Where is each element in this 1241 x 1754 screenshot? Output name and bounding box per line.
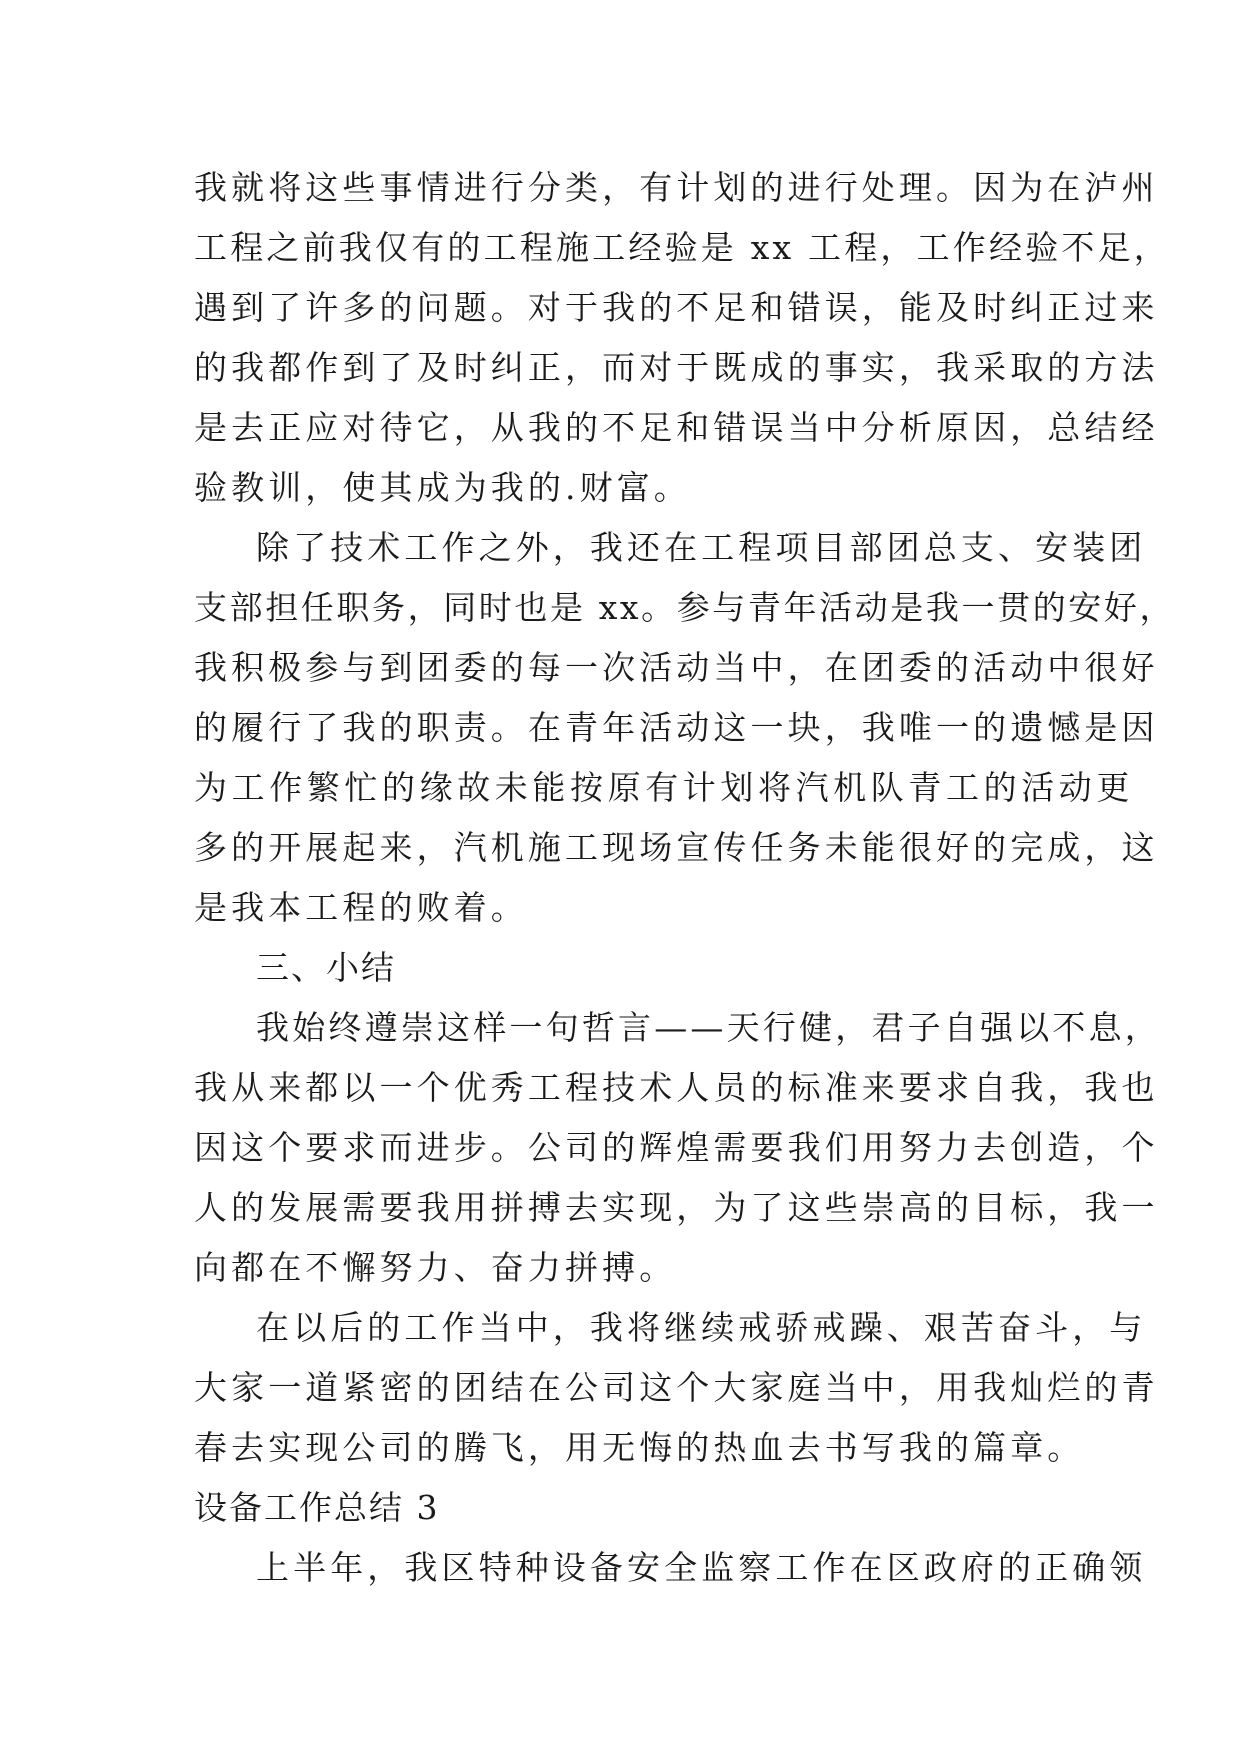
paragraph-line: 的履行了我的职责。在青年活动这一块，我唯一的遗憾是因 bbox=[194, 708, 1159, 747]
paragraph-line: 上半年，我区特种设备安全监察工作在区政府的正确领 bbox=[256, 1548, 1147, 1587]
paragraph-line: 支部担任职务，同时也是 xx。参与青年活动是我一贯的安好， bbox=[194, 588, 1176, 627]
paragraph-line: 遇到了许多的问题。对于我的不足和错误，能及时纠正过来 bbox=[194, 288, 1159, 327]
paragraph-line: 春去实现公司的腾飞，用无悔的热血去书写我的篇章。 bbox=[194, 1428, 1085, 1467]
paragraph-line: 我始终遵崇这样一句哲言——天行健，君子自强以不息， bbox=[256, 1008, 1161, 1047]
paragraph-line: 为工作繁忙的缘故未能按原有计划将汽机队青工的活动更 bbox=[194, 768, 1134, 807]
paragraph-line: 我从来都以一个优秀工程技术人员的标准来要求自我，我也 bbox=[194, 1068, 1159, 1107]
paragraph-line: 的我都作到了及时纠正，而对于既成的事实，我采取的方法 bbox=[194, 348, 1159, 387]
paragraph-line: 验教训，使其成为我的.财富。 bbox=[194, 468, 691, 507]
paragraph-line: 是去正应对待它，从我的不足和错误当中分析原因，总结经 bbox=[194, 408, 1159, 447]
section-title: 设备工作总结 3 bbox=[194, 1488, 440, 1527]
paragraph-line: 我积极参与到团委的每一次活动当中，在团委的活动中很好 bbox=[194, 648, 1159, 687]
paragraph-line: 大家一道紧密的团结在公司这个大家庭当中，用我灿烂的青 bbox=[194, 1368, 1159, 1407]
paragraph-line: 是我本工程的败着。 bbox=[194, 888, 528, 927]
paragraph-line: 人的发展需要我用拼搏去实现，为了这些崇高的目标，我一 bbox=[194, 1188, 1159, 1227]
paragraph-line: 向都在不懈努力、奋力拼搏。 bbox=[194, 1248, 677, 1287]
paragraph-line: 因这个要求而进步。公司的辉煌需要我们用努力去创造，个 bbox=[194, 1128, 1159, 1167]
paragraph-line: 工程之前我仅有的工程施工经验是 xx 工程，工作经验不足， bbox=[194, 228, 1171, 267]
paragraph-line: 除了技术工作之外，我还在工程项目部团总支、安装团 bbox=[256, 528, 1147, 567]
paragraph-line: 我就将这些事情进行分类，有计划的进行处理。因为在泸州 bbox=[194, 168, 1159, 207]
section-heading: 三、小结 bbox=[256, 948, 396, 987]
paragraph-line: 多的开展起来，汽机施工现场宣传任务未能很好的完成，这 bbox=[194, 828, 1159, 867]
paragraph-line: 在以后的工作当中，我将继续戒骄戒躁、艰苦奋斗，与 bbox=[256, 1308, 1147, 1347]
